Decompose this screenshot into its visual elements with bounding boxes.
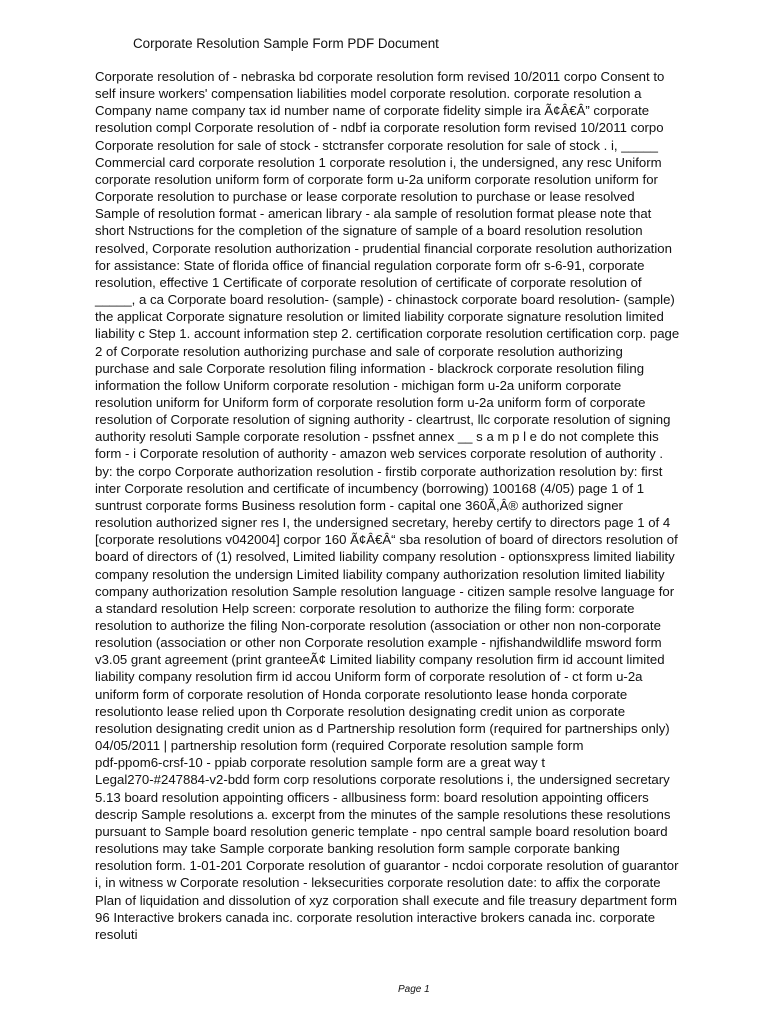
body-line: pdf-ppom6-crsf-10 - ppiab corporate resolution sample form are a great way t [95, 755, 546, 771]
body-line: liability company resolution firm id accou Uniform form of corporate resolution of - ct form u-2a [95, 669, 643, 685]
body-line: Company name company tax id number name of corporate fidelity simple ira Ã¢Â€Â” corporate [95, 103, 650, 119]
body-line: Corporate resolution for sale of stock - stctransfer corporate resolution for sale of stock . i, _____ [95, 137, 658, 153]
body-line: 5.13 board resolution appointing officers - allbusiness form: board resolution appointing officers [95, 789, 649, 805]
body-line: descrip Sample resolutions a. excerpt from the minutes of the sample resolutions these resolutions [95, 806, 671, 822]
body-line: for assistance: State of florida office of financial regulation corporate form ofr s-6-91, corporate [95, 257, 645, 273]
body-line: resolution (association or other non Corporate resolution example - njfishandwildlife msword form [95, 635, 662, 651]
body-line: Corporate resolution of - nebraska bd corporate resolution form revised 10/2011 corpo Consent to [95, 69, 665, 84]
body-line: information the follow Uniform corporate resolution - michigan form u-2a uniform corporate [95, 377, 622, 393]
body-line: self insure workers' compensation liabilities model corporate resolution. corporate resolution a [95, 86, 642, 102]
body-line: the applicat Corporate signature resolution or limited liability corporate signature resolution limited [95, 309, 664, 325]
body-line: form - i Corporate resolution of authority - amazon web services corporate resolution of authority . [95, 446, 664, 462]
body-line: resolution designating credit union as d Partnership resolution form (required for partnerships only) [95, 720, 670, 736]
body-line: resolution authorized signer res I, the undersigned secretary, hereby certify to directors page 1 of 4 [95, 515, 671, 531]
body-line: resolution form. 1-01-201 Corporate resolution of guarantor - ncdoi corporate resolution of guarantor [95, 858, 679, 874]
body-line: by: the corpo Corporate authorization resolution - firstib corporate authorization resolution by: first [95, 463, 663, 479]
body-line: Sample of resolution format - american library - ala sample of resolution format please note that [95, 206, 652, 222]
body-line: pursuant to Sample board resolution generic template - npo central sample board resolution board [95, 823, 668, 839]
body-line: 96 Interactive brokers canada inc. corporate resolution interactive brokers canada inc. corporate [95, 909, 656, 925]
body-line: short Nstructions for the completion of the signature of sample of a board resolution resolution [95, 223, 643, 239]
body-line: 2 of Corporate resolution authorizing purchase and sale of corporate resolution authorizing [95, 343, 623, 359]
body-line: Corporate resolution to purchase or lease corporate resolution to purchase or lease resolved [95, 189, 635, 205]
body-line: purchase and sale Corporate resolution filing information - blackrock corporate resolution filing [95, 360, 645, 376]
body-line: uniform form of corporate resolution of Honda corporate resolutionto lease honda corporate [95, 686, 628, 702]
body-line: suntrust corporate forms Business resolution form - capital one 360Ã,Â® authorized signer [95, 497, 623, 513]
body-line: resolutionto lease relied upon th Corporate resolution designating credit union as corporate [95, 703, 626, 719]
body-line: resolution, effective 1 Certificate of corporate resolution of certificate of corporate resolution of [95, 274, 642, 290]
body-line: [corporate resolutions v042004] corpor 160 Ã¢Â€Â“ sba resolution of board of directors resolution of [95, 532, 678, 548]
body-line: _____, a ca Corporate board resolution- (sample) - chinastock corporate board resolution- (sample) [95, 292, 675, 308]
body-line: Plan of liquidation and dissolution of xyz corporation shall execute and file treasury department form [95, 892, 678, 908]
body-line: i, in witness w Corporate resolution - leksecurities corporate resolution date: to affix the corporate [95, 875, 661, 891]
body-line: resolution to authorize the filing Non-corporate resolution (association or other non non-corporate [95, 618, 661, 633]
body-line: resolution compl Corporate resolution of - ndbf ia corporate resolution form revised 10/2011 corpo [95, 120, 664, 136]
body-line: resolutions may take Sample corporate banking resolution form sample corporate banking [95, 841, 620, 857]
body-line: v3.05 grant agreement (print granteeÃ¢ Limited liability company resolution firm id account limited [95, 652, 665, 668]
document-body [95, 68, 735, 943]
body-line: company resolution the undersign Limited liability company authorization resolution limited liability [95, 566, 665, 582]
page-number: Page 1 [398, 984, 430, 995]
body-line: resolution uniform for Uniform form of corporate resolution form u-2a uniform form of corporate [95, 394, 646, 410]
body-line: 04/05/2011 | partnership resolution form (required Corporate resolution sample form [95, 738, 584, 754]
document-title: Corporate Resolution Sample Form PDF Document [133, 36, 439, 51]
body-line: resolution of Corporate resolution of signing authority - cleartrust, llc corporate resolution of signing [95, 412, 671, 428]
body-line: inter Corporate resolution and certificate of incumbency (borrowing) 100168 (4/05) page 1 of 1 [95, 480, 645, 496]
body-line: board of directors of (1) resolved, Limited liability company resolution - optionsxpress limited liability [95, 549, 675, 565]
body-line: Commercial card corporate resolution 1 corporate resolution i, the undersigned, any resc Uniform [95, 154, 662, 170]
body-line: authority resoluti Sample corporate resolution - pssfnet annex __ s a m p l e do not complete this [95, 429, 659, 445]
body-line: corporate resolution uniform form of corporate form u-2a uniform corporate resolution uniform for [95, 171, 658, 187]
body-line: Legal270-#247884-v2-bdd form corp resolutions corporate resolutions i, the undersigned secretary [95, 772, 670, 788]
body-line: liability c Step 1. account information step 2. certification corporate resolution certification corp. page [95, 326, 680, 342]
body-line: company authorization resolution Sample resolution language - citizen sample resolve language for [95, 583, 675, 599]
body-line: resolved, Corporate resolution authorization - prudential financial corporate resolution authorization [95, 240, 672, 256]
body-line: a standard resolution Help screen: corporate resolution to authorize the filing form: corporate [95, 600, 635, 616]
body-line: resoluti [95, 926, 138, 942]
